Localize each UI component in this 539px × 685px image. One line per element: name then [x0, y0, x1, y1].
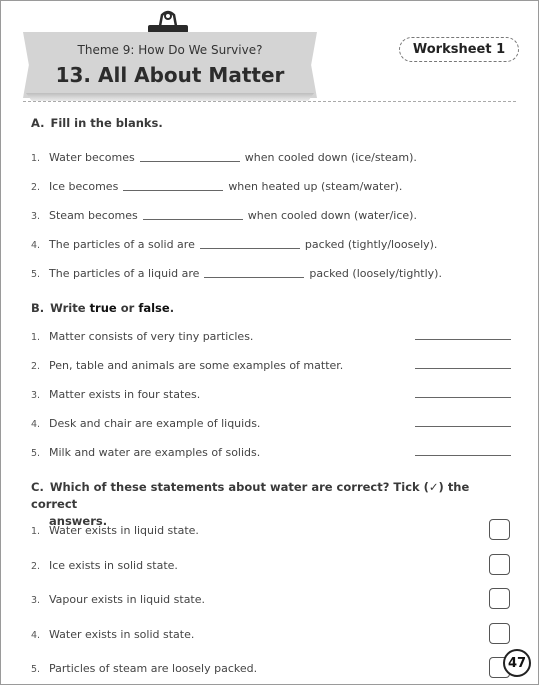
item-text-after: packed (tightly/loosely). [304, 238, 438, 251]
item-text: Matter consists of very tiny particles. [49, 330, 254, 343]
answer-line[interactable] [415, 339, 511, 340]
item-text: Desk and chair are example of liquids. [49, 417, 261, 430]
section-c-item [31, 590, 205, 606]
fill-blank[interactable] [143, 208, 243, 220]
section-c-item [31, 556, 178, 572]
item-text-after: when cooled down (ice/steam). [244, 151, 417, 164]
section-c-title-line1: Which of these statements about water are correct? Tick (✓) the correct [31, 480, 470, 511]
item-number: 4. [31, 240, 41, 251]
section-a-letter: A. [31, 116, 45, 130]
section-b-heading [31, 300, 174, 317]
section-b-letter: B. [31, 301, 45, 315]
item-text-before: The particles of a liquid are [49, 267, 200, 280]
item-text-after: when cooled down (water/ice). [247, 209, 417, 222]
item-text-after: when heated up (steam/water). [228, 180, 403, 193]
item-text: Milk and water are examples of solids. [49, 446, 261, 459]
section-a-item [31, 206, 417, 222]
item-text: Water exists in solid state. [49, 628, 195, 641]
item-number: 5. [31, 269, 41, 280]
tick-checkbox[interactable] [489, 623, 510, 644]
item-number: 4. [31, 630, 41, 641]
section-a-item [31, 264, 442, 280]
worksheet-badge: Worksheet 1 [399, 37, 519, 62]
fill-blank[interactable] [123, 179, 223, 191]
page-title: 13. All About Matter [55, 63, 285, 87]
item-text: Vapour exists in liquid state. [49, 593, 206, 606]
item-text: Matter exists in four states. [49, 388, 201, 401]
item-number: 1. [31, 526, 41, 537]
item-number: 3. [31, 595, 41, 606]
section-c-title-line2: answers. [49, 514, 108, 528]
section-c-item [31, 659, 257, 675]
section-b-end: . [169, 301, 175, 315]
fill-blank[interactable] [204, 266, 304, 278]
section-c-letter: C. [31, 480, 44, 494]
section-a-heading [31, 115, 163, 132]
item-text-before: Steam becomes [49, 209, 138, 222]
item-number: 2. [31, 361, 41, 372]
section-b-false: false [138, 301, 170, 315]
section-a-item [31, 177, 402, 193]
item-text: Particles of steam are loosely packed. [49, 662, 258, 675]
section-b-item [31, 385, 200, 401]
tick-checkbox[interactable] [489, 519, 510, 540]
section-a-item [31, 148, 417, 164]
item-text-before: The particles of a solid are [49, 238, 195, 251]
item-number: 5. [31, 664, 41, 675]
section-a-item [31, 235, 437, 251]
item-text: Ice exists in solid state. [49, 559, 178, 572]
title-banner-fold [23, 93, 317, 101]
item-number: 3. [31, 390, 41, 401]
item-number: 2. [31, 182, 41, 193]
item-text: Pen, table and animals are some examples of matter. [49, 359, 344, 372]
item-number: 5. [31, 448, 41, 459]
answer-line[interactable] [415, 455, 511, 456]
item-number: 1. [31, 153, 41, 164]
tick-checkbox[interactable] [489, 588, 510, 609]
section-a-title: Fill in the blanks. [50, 116, 163, 130]
section-b-item [31, 327, 253, 343]
section-b-or: or [120, 301, 135, 315]
answer-line[interactable] [415, 368, 511, 369]
section-b-item [31, 414, 260, 430]
item-number: 3. [31, 211, 41, 222]
item-text-before: Ice becomes [49, 180, 119, 193]
answer-line[interactable] [415, 426, 511, 427]
section-b-title-pre: Write [50, 301, 86, 315]
header-divider [23, 101, 516, 102]
section-b-item [31, 443, 260, 459]
item-text-after: packed (loosely/tightly). [309, 267, 442, 280]
fill-blank[interactable] [140, 150, 240, 162]
section-c-item [31, 625, 194, 641]
theme-label: Theme 9: How Do We Survive? [77, 43, 263, 57]
section-b-true: true [89, 301, 117, 315]
answer-line[interactable] [415, 397, 511, 398]
item-text-before: Water becomes [49, 151, 135, 164]
item-number: 4. [31, 419, 41, 430]
tick-checkbox[interactable] [489, 554, 510, 575]
item-text: Water exists in liquid state. [49, 524, 199, 537]
fill-blank[interactable] [200, 237, 300, 249]
item-number: 2. [31, 561, 41, 572]
page-number: 47 [503, 649, 531, 677]
section-c-item [31, 521, 199, 537]
item-number: 1. [31, 332, 41, 343]
section-b-item [31, 356, 343, 372]
